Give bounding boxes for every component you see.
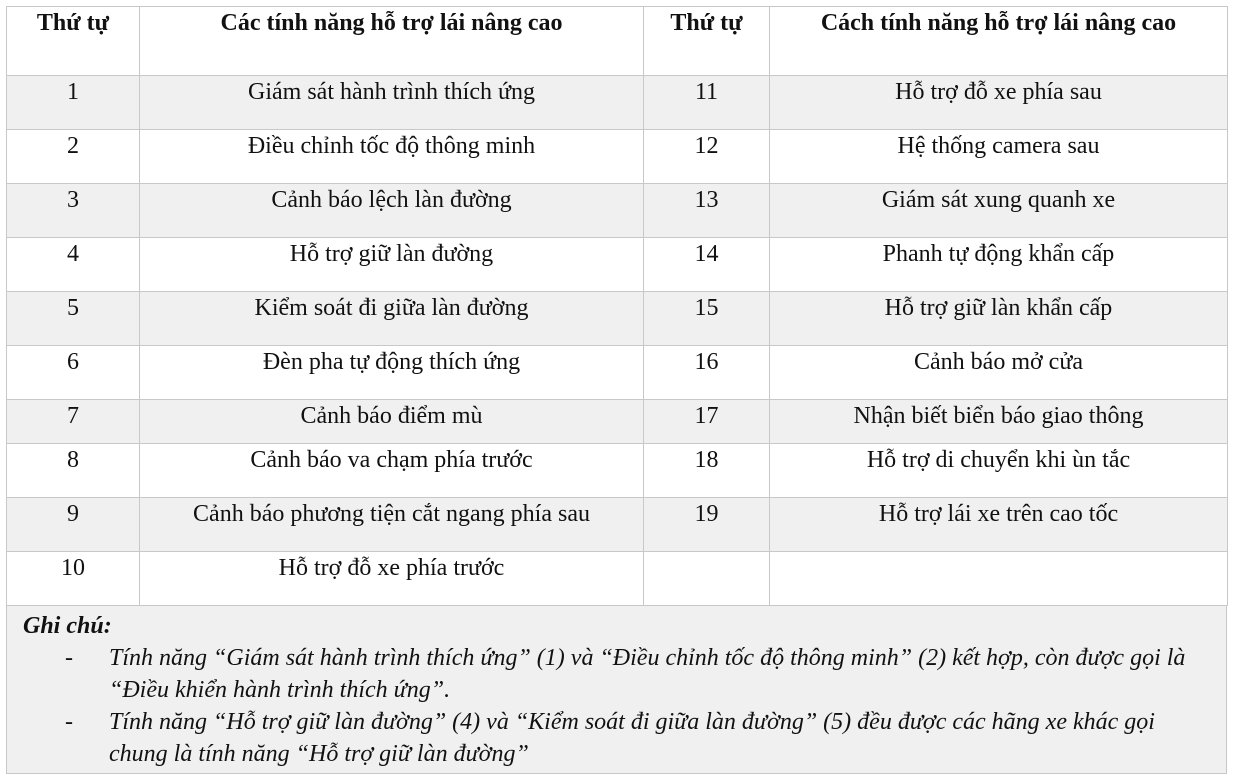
order-cell: 19 [644, 498, 770, 552]
order-cell: 6 [7, 346, 140, 400]
order-cell: 11 [644, 76, 770, 130]
table-row [7, 238, 1228, 292]
note-item [23, 642, 1226, 706]
header-features-left: Các tính năng hỗ trợ lái nâng cao [140, 7, 644, 76]
order-cell: 17 [644, 400, 770, 444]
feature-cell: Đèn pha tự động thích ứng [140, 346, 644, 400]
order-cell: 7 [7, 400, 140, 444]
feature-cell: Cảnh báo phương tiện cắt ngang phía sau [140, 498, 644, 552]
feature-cell: Giám sát xung quanh xe [770, 184, 1228, 238]
order-cell: 16 [644, 346, 770, 400]
order-cell: 15 [644, 292, 770, 346]
header-order-left: Thứ tự [7, 7, 140, 76]
feature-cell: Kiểm soát đi giữa làn đường [140, 292, 644, 346]
feature-cell: Hỗ trợ giữ làn khẩn cấp [770, 292, 1228, 346]
header-features-right: Cách tính năng hỗ trợ lái nâng cao [770, 7, 1228, 76]
order-cell: 12 [644, 130, 770, 184]
feature-cell: Phanh tự động khẩn cấp [770, 238, 1228, 292]
order-cell: 14 [644, 238, 770, 292]
bullet-dash: - [65, 645, 73, 671]
order-cell [644, 552, 770, 606]
feature-cell: Hệ thống camera sau [770, 130, 1228, 184]
feature-cell: Cảnh báo va chạm phía trước [140, 444, 644, 498]
table-row [7, 400, 1228, 444]
order-cell: 3 [7, 184, 140, 238]
order-cell: 1 [7, 76, 140, 130]
table-row [7, 552, 1228, 606]
features-document [6, 6, 1227, 774]
order-cell: 4 [7, 238, 140, 292]
feature-cell: Hỗ trợ đỗ xe phía trước [140, 552, 644, 606]
feature-cell: Cảnh báo điểm mù [140, 400, 644, 444]
table-row [7, 130, 1228, 184]
table-row [7, 498, 1228, 552]
feature-cell: Điều chỉnh tốc độ thông minh [140, 130, 644, 184]
features-table [6, 6, 1228, 606]
order-cell: 5 [7, 292, 140, 346]
bullet-dash: - [65, 709, 73, 735]
feature-cell: Hỗ trợ đỗ xe phía sau [770, 76, 1228, 130]
table-body [7, 76, 1228, 606]
feature-cell [770, 552, 1228, 606]
note-item-text: Tính năng “Hỗ trợ giữ làn đường” (4) và “Kiểm soát đi giữa làn đường” (5) đều được các hãng xe khác gọi chung là tính năng “Hỗ trợ giữ làn đường” [109, 709, 1155, 767]
order-cell: 8 [7, 444, 140, 498]
order-cell: 13 [644, 184, 770, 238]
feature-cell: Cảnh báo mở cửa [770, 346, 1228, 400]
order-cell: 10 [7, 552, 140, 606]
order-cell: 18 [644, 444, 770, 498]
feature-cell: Hỗ trợ di chuyển khi ùn tắc [770, 444, 1228, 498]
table-row [7, 444, 1228, 498]
feature-cell: Hỗ trợ giữ làn đường [140, 238, 644, 292]
feature-cell: Nhận biết biển báo giao thông [770, 400, 1228, 444]
note-item-text: Tính năng “Giám sát hành trình thích ứng” (1) và “Điều chỉnh tốc độ thông minh” (2) kết hợp, còn được gọi là “Điều khiển hành trình thích ứng”. [109, 645, 1186, 703]
table-row [7, 292, 1228, 346]
note-section [6, 606, 1227, 774]
order-cell: 9 [7, 498, 140, 552]
order-cell: 2 [7, 130, 140, 184]
table-row [7, 184, 1228, 238]
header-order-right: Thứ tự [644, 7, 770, 76]
note-item [23, 706, 1226, 770]
feature-cell: Cảnh báo lệch làn đường [140, 184, 644, 238]
feature-cell: Hỗ trợ lái xe trên cao tốc [770, 498, 1228, 552]
table-row [7, 76, 1228, 130]
table-row [7, 346, 1228, 400]
note-title: Ghi chú: [23, 613, 112, 639]
table-header-row [7, 7, 1228, 76]
feature-cell: Giám sát hành trình thích ứng [140, 76, 644, 130]
